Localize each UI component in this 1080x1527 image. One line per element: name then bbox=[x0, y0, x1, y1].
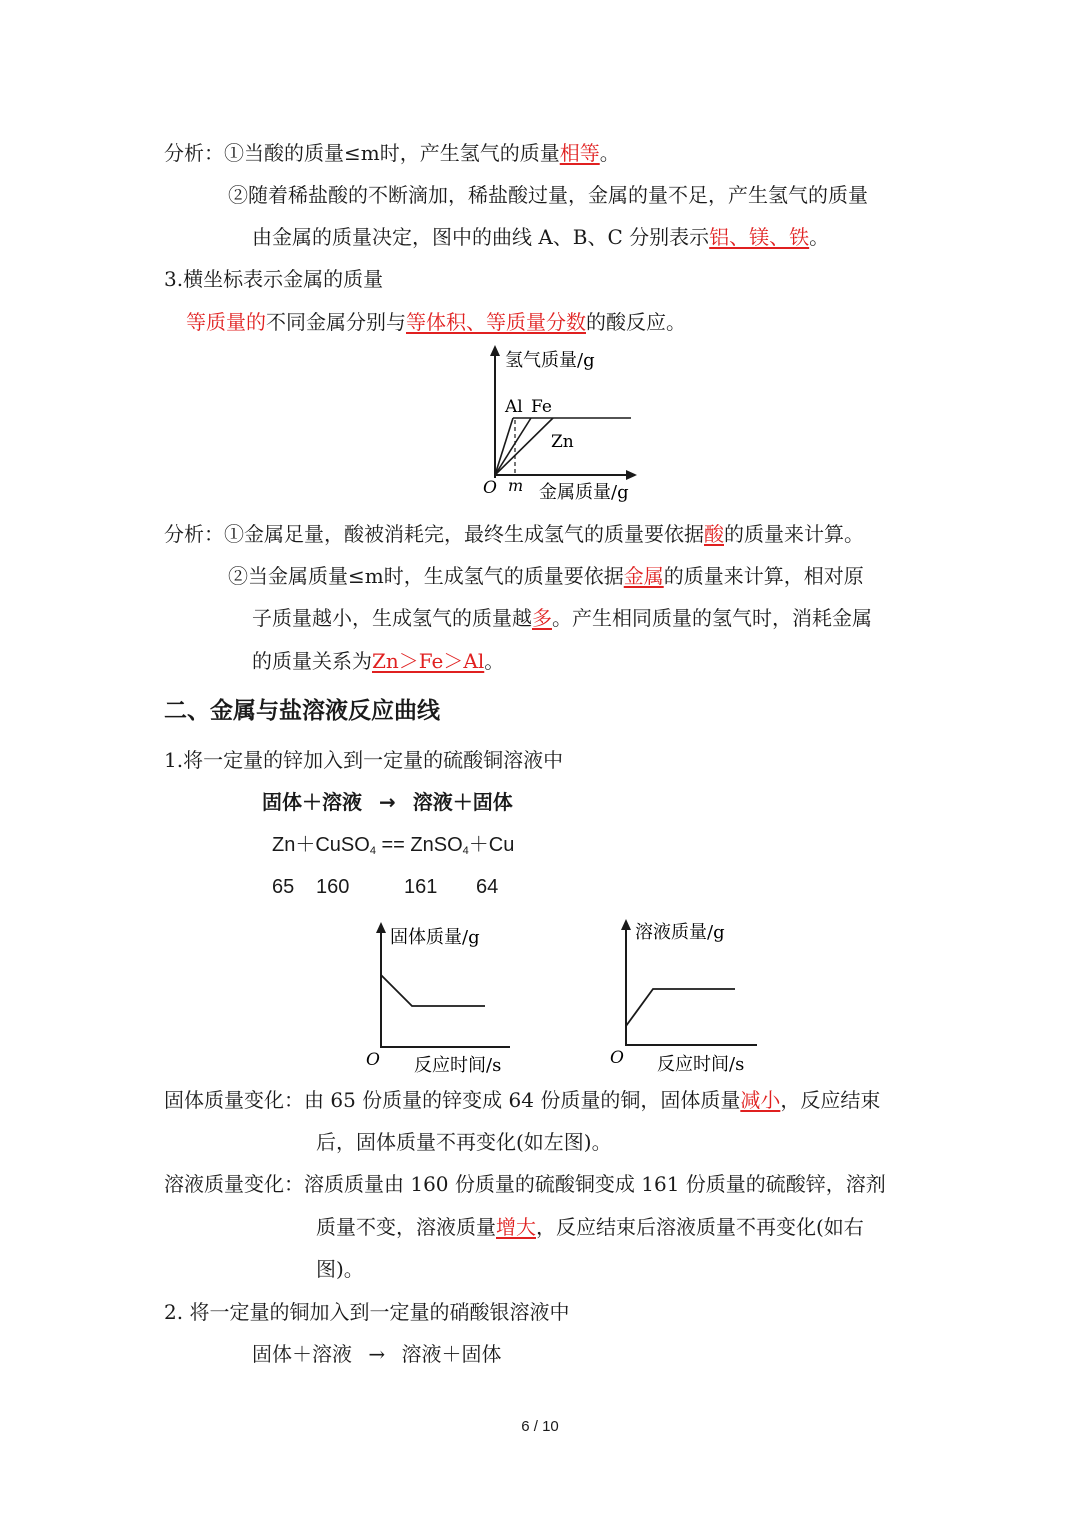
analysis2-line2: ②当金属质量≤m时，生成氢气的质量要依据金属的质量来计算，相对原 bbox=[228, 564, 864, 588]
mass-zn: 65 bbox=[272, 876, 295, 898]
part2-scheme: 固体＋溶液 → 溶液＋固体 bbox=[252, 1342, 502, 1366]
graph-hydrogen-vs-metal bbox=[475, 340, 655, 510]
section3-desc: 等质量的不同金属分别与等体积、等质量分数的酸反应。 bbox=[186, 310, 686, 334]
mass-cu: 64 bbox=[476, 876, 499, 898]
solution-change-line2: 质量不变，溶液质量增大，反应结束后溶液质量不再变化(如右 bbox=[316, 1215, 864, 1239]
solution-change-label: 溶液质量变化： bbox=[164, 1172, 304, 1196]
x-axis-label: 反应时间/s bbox=[414, 1055, 502, 1076]
answer-blank: 增大 bbox=[496, 1215, 536, 1239]
arrow-icon: → bbox=[378, 790, 396, 814]
analysis-label: 分析： bbox=[164, 522, 224, 546]
origin-label: O bbox=[366, 1050, 380, 1070]
part1-scheme: 固体＋溶液 → 溶液＋固体 bbox=[262, 790, 513, 814]
answer-blank: Zn＞Fe＞Al bbox=[372, 649, 485, 673]
part1-equation: Zn＋CuSO$_4$ == ZnSO$_4$＋Cu bbox=[272, 834, 515, 857]
graph-solution-mass bbox=[605, 912, 785, 1080]
curve-fe bbox=[495, 418, 531, 475]
solution-change-line1: 溶液质量变化：溶质质量由 160 份质量的硫酸铜变成 161 份质量的硫酸锌，溶剂 bbox=[164, 1172, 886, 1196]
y-axis-arrow bbox=[621, 919, 631, 930]
mass-cuso4: 160 bbox=[316, 876, 350, 898]
origin-label: O bbox=[610, 1048, 624, 1068]
y-axis-label: 固体质量/g bbox=[390, 927, 480, 948]
x-axis-label: 金属质量/g bbox=[539, 482, 629, 503]
solid-change-line1: 固体质量变化：由 65 份质量的锌变成 64 份质量的铜，固体质量减小，反应结束 bbox=[164, 1088, 881, 1112]
analysis2-line1: 分析：①金属足量，酸被消耗完，最终生成氢气的质量要依据酸的质量来计算。 bbox=[164, 522, 864, 546]
answer-blank: 金属 bbox=[623, 564, 664, 588]
x-axis-label: 反应时间/s bbox=[657, 1054, 745, 1075]
solid-change-line2: 后，固体质量不再变化(如左图)。 bbox=[316, 1130, 612, 1154]
m-label: m bbox=[508, 476, 524, 495]
solution-change-line3: 图)。 bbox=[316, 1257, 364, 1281]
answer-blank: 多 bbox=[532, 606, 552, 630]
section3-title: 3.横坐标表示金属的质量 bbox=[164, 267, 384, 291]
analysis1-line3: 由金属的质量决定，图中的曲线 A、B、C 分别表示铝、镁、铁。 bbox=[252, 225, 830, 249]
y-axis-label: 氢气质量/g bbox=[505, 350, 595, 371]
label-zn: Zn bbox=[551, 432, 574, 452]
y-axis-label: 溶液质量/g bbox=[635, 922, 725, 943]
analysis1-line1: 分析：①当酸的质量≤m时，产生氢气的质量相等。 bbox=[164, 141, 620, 165]
analysis-label: 分析： bbox=[164, 141, 224, 165]
arrow-icon: → bbox=[368, 1342, 386, 1366]
origin-label: O bbox=[483, 478, 497, 498]
answer-blank: 铝、镁、铁 bbox=[709, 225, 810, 249]
graph-solid-mass bbox=[360, 915, 540, 1080]
part1-title: 1.将一定量的锌加入到一定量的硫酸铜溶液中 bbox=[164, 748, 564, 772]
y-axis-arrow bbox=[376, 922, 386, 933]
x-axis-arrow bbox=[626, 470, 637, 480]
answer-blank: 酸 bbox=[704, 522, 724, 546]
answer-text: 等质量的 bbox=[186, 310, 266, 334]
answer-blank: 等体积、等质量分数 bbox=[406, 310, 586, 334]
label-fe: Fe bbox=[531, 397, 552, 417]
analysis2-line4: 的质量关系为Zn＞Fe＞Al。 bbox=[252, 649, 505, 673]
answer-blank: 相等 bbox=[559, 141, 600, 165]
part1-masses bbox=[272, 873, 498, 901]
part2-title: 2. 将一定量的铜加入到一定量的硝酸银溶液中 bbox=[164, 1300, 570, 1324]
y-axis-arrow bbox=[490, 345, 500, 356]
label-al: Al bbox=[505, 397, 523, 417]
answer-blank: 减小 bbox=[740, 1088, 781, 1112]
section-heading: 二、金属与盐溶液反应曲线 bbox=[164, 698, 440, 724]
solid-change-label: 固体质量变化： bbox=[164, 1088, 304, 1112]
curve-solution-mass bbox=[626, 989, 735, 1026]
mass-znso4: 161 bbox=[404, 876, 438, 898]
analysis1-line2: ②随着稀盐酸的不断滴加，稀盐酸过量，金属的量不足，产生氢气的质量 bbox=[228, 183, 868, 207]
analysis2-line3: 子质量越小，生成氢气的质量越多。产生相同质量的氢气时，消耗金属 bbox=[252, 606, 872, 630]
curve-solid-mass bbox=[381, 975, 485, 1006]
page-number: 6 / 10 bbox=[521, 1418, 559, 1435]
